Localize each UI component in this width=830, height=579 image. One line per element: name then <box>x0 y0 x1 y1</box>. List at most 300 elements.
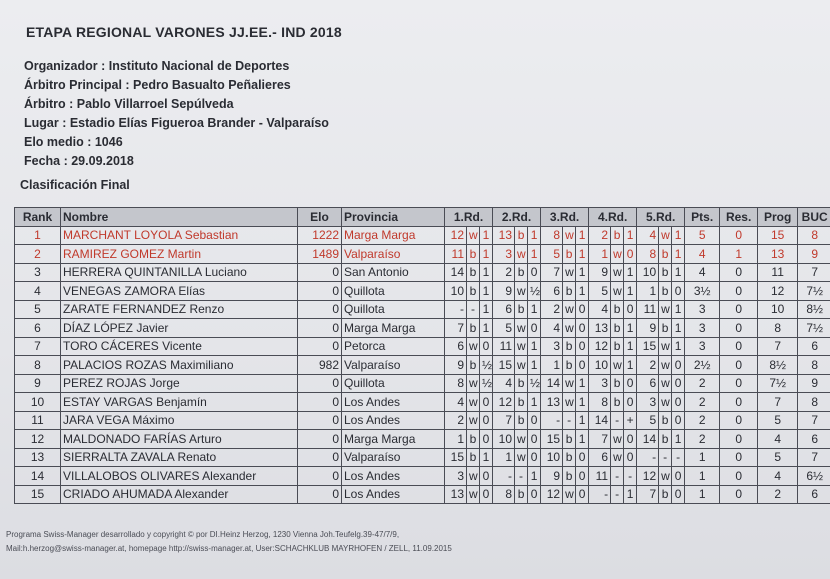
elo-cell: 0 <box>298 393 342 412</box>
section-heading: Clasificación Final <box>20 178 130 192</box>
round-result-cell: 1 <box>576 263 589 282</box>
round-result-cell: 1 <box>624 226 637 245</box>
round-result-cell: 0 <box>480 393 493 412</box>
player-name-cell: DÍAZ LÓPEZ Javier <box>61 319 298 338</box>
round-opponent-cell: 5 <box>541 245 563 264</box>
elo-cell: 0 <box>298 300 342 319</box>
round-color-cell: w <box>659 356 672 375</box>
round-color-cell: w <box>659 300 672 319</box>
elo-cell: 0 <box>298 448 342 467</box>
buchholz-cell: 7 <box>798 263 830 282</box>
player-name-cell: HERRERA QUINTANILLA Luciano <box>61 263 298 282</box>
round-result-cell: + <box>624 411 637 430</box>
table-row <box>15 411 830 430</box>
progress-cell: 2 <box>758 485 798 504</box>
province-cell: Marga Marga <box>342 319 445 338</box>
result-cell: 0 <box>720 485 758 504</box>
round-opponent-cell: 7 <box>637 485 659 504</box>
round-color-cell: w <box>563 374 576 393</box>
round-color-cell: b <box>563 356 576 375</box>
round-result-cell: 1 <box>528 300 541 319</box>
points-cell: 2 <box>685 430 720 449</box>
result-cell: 1 <box>720 245 758 264</box>
rank-cell: 7 <box>15 337 61 356</box>
round-color-cell: b <box>563 337 576 356</box>
result-cell: 0 <box>720 300 758 319</box>
round-result-cell: 0 <box>480 485 493 504</box>
round-color-cell: w <box>467 411 480 430</box>
points-cell: 4 <box>685 263 720 282</box>
round-result-cell: 1 <box>624 282 637 301</box>
round-color-cell: w <box>467 226 480 245</box>
round-result-cell: 1 <box>624 263 637 282</box>
col-round-2: 2.Rd. <box>493 208 541 227</box>
round-result-cell: ½ <box>528 374 541 393</box>
result-cell: 0 <box>720 319 758 338</box>
round-opponent-cell: 4 <box>445 393 467 412</box>
round-color-cell: w <box>611 282 624 301</box>
round-result-cell: 1 <box>672 245 685 264</box>
round-color-cell: w <box>563 263 576 282</box>
province-cell: Petorca <box>342 337 445 356</box>
round-result-cell: 1 <box>528 467 541 486</box>
round-opponent-cell: 1 <box>493 448 515 467</box>
buchholz-cell: 6 <box>798 337 830 356</box>
result-cell: 0 <box>720 448 758 467</box>
round-color-cell: w <box>563 393 576 412</box>
round-opponent-cell: 9 <box>445 356 467 375</box>
progress-cell: 13 <box>758 245 798 264</box>
points-cell: 1 <box>685 467 720 486</box>
round-result-cell: 0 <box>624 374 637 393</box>
rank-cell: 11 <box>15 411 61 430</box>
round-result-cell: 0 <box>624 245 637 264</box>
round-opponent-cell: 14 <box>541 374 563 393</box>
round-result-cell: 1 <box>480 448 493 467</box>
province-cell: Valparaíso <box>342 356 445 375</box>
round-result-cell: 1 <box>528 245 541 264</box>
elo-cell: 0 <box>298 485 342 504</box>
round-result-cell: 0 <box>528 430 541 449</box>
round-opponent-cell: 8 <box>589 393 611 412</box>
round-opponent-cell: 4 <box>637 226 659 245</box>
round-opponent-cell: 2 <box>445 411 467 430</box>
footer-credits <box>6 528 452 556</box>
round-result-cell: 0 <box>672 393 685 412</box>
buchholz-cell: 6½ <box>798 467 830 486</box>
round-opponent-cell: 13 <box>445 485 467 504</box>
round-color-cell: b <box>515 300 528 319</box>
round-color-cell: b <box>467 263 480 282</box>
round-opponent-cell: 9 <box>493 282 515 301</box>
province-cell: Quillota <box>342 300 445 319</box>
round-color-cell: w <box>563 319 576 338</box>
round-result-cell: 0 <box>624 393 637 412</box>
round-opponent-cell: 4 <box>541 319 563 338</box>
round-result-cell: 1 <box>672 300 685 319</box>
progress-cell: 7½ <box>758 374 798 393</box>
round-result-cell: 1 <box>528 337 541 356</box>
rank-cell: 5 <box>15 300 61 319</box>
round-color-cell: b <box>563 282 576 301</box>
round-result-cell: 0 <box>624 448 637 467</box>
round-opponent-cell: 12 <box>589 337 611 356</box>
round-color-cell: b <box>611 337 624 356</box>
round-result-cell: 1 <box>576 393 589 412</box>
round-result-cell: 0 <box>528 263 541 282</box>
result-cell: 0 <box>720 337 758 356</box>
buchholz-cell: 8 <box>798 356 830 375</box>
points-cell: 3 <box>685 319 720 338</box>
round-color-cell: b <box>611 226 624 245</box>
table-row <box>15 448 830 467</box>
player-name-cell: SIERRALTA ZAVALA Renato <box>61 448 298 467</box>
round-opponent-cell: 7 <box>541 263 563 282</box>
round-result-cell: 0 <box>480 430 493 449</box>
points-cell: 1 <box>685 448 720 467</box>
round-color-cell: w <box>467 374 480 393</box>
round-result-cell: 1 <box>480 245 493 264</box>
round-color-cell: b <box>563 245 576 264</box>
round-opponent-cell: 7 <box>589 430 611 449</box>
round-color-cell: - <box>515 467 528 486</box>
round-opponent-cell: 11 <box>637 300 659 319</box>
buchholz-cell: 9 <box>798 374 830 393</box>
buchholz-cell: 8½ <box>798 300 830 319</box>
round-color-cell: b <box>659 430 672 449</box>
col-elo: Elo <box>298 208 342 227</box>
round-result-cell: 1 <box>576 245 589 264</box>
progress-cell: 4 <box>758 467 798 486</box>
round-opponent-cell: 10 <box>445 282 467 301</box>
round-color-cell: w <box>515 430 528 449</box>
col-buchholz: BUC <box>798 208 830 227</box>
table-row <box>15 300 830 319</box>
round-color-cell: w <box>515 245 528 264</box>
round-color-cell: - <box>467 300 480 319</box>
points-cell: 1 <box>685 485 720 504</box>
rank-cell: 10 <box>15 393 61 412</box>
round-opponent-cell: 5 <box>493 319 515 338</box>
round-result-cell: 1 <box>480 263 493 282</box>
buchholz-cell: 8 <box>798 226 830 245</box>
round-color-cell: b <box>515 263 528 282</box>
progress-cell: 15 <box>758 226 798 245</box>
col-result: Res. <box>720 208 758 227</box>
round-opponent-cell: 6 <box>541 282 563 301</box>
round-result-cell: 0 <box>576 467 589 486</box>
round-result-cell: 0 <box>672 467 685 486</box>
col-round-5: 5.Rd. <box>637 208 685 227</box>
info-chief-arbiter: Árbitro Principal : Pedro Basualto Peñalieres <box>24 78 291 92</box>
round-color-cell: w <box>611 356 624 375</box>
round-result-cell: 0 <box>624 300 637 319</box>
progress-cell: 5 <box>758 411 798 430</box>
col-progress: Prog <box>758 208 798 227</box>
round-opponent-cell: 10 <box>589 356 611 375</box>
col-points: Pts. <box>685 208 720 227</box>
round-opponent-cell: 15 <box>493 356 515 375</box>
round-opponent-cell: 6 <box>637 374 659 393</box>
round-color-cell: b <box>659 282 672 301</box>
progress-cell: 5 <box>758 448 798 467</box>
rank-cell: 8 <box>15 356 61 375</box>
buchholz-cell: 7½ <box>798 282 830 301</box>
round-color-cell: - <box>611 411 624 430</box>
player-name-cell: ESTAY VARGAS Benjamín <box>61 393 298 412</box>
round-opponent-cell: - <box>541 411 563 430</box>
player-name-cell: VILLALOBOS OLIVARES Alexander <box>61 467 298 486</box>
round-color-cell: b <box>515 485 528 504</box>
round-opponent-cell: 12 <box>493 393 515 412</box>
round-result-cell: 0 <box>528 411 541 430</box>
round-opponent-cell: 2 <box>589 226 611 245</box>
progress-cell: 12 <box>758 282 798 301</box>
col-round-3: 3.Rd. <box>541 208 589 227</box>
round-opponent-cell: 8 <box>541 226 563 245</box>
round-result-cell: 1 <box>528 393 541 412</box>
round-color-cell: b <box>467 319 480 338</box>
round-opponent-cell: 6 <box>445 337 467 356</box>
round-result-cell: - <box>624 467 637 486</box>
round-result-cell: 0 <box>480 337 493 356</box>
round-color-cell: w <box>515 282 528 301</box>
round-result-cell: 0 <box>528 485 541 504</box>
elo-cell: 0 <box>298 430 342 449</box>
round-opponent-cell: 14 <box>589 411 611 430</box>
round-color-cell: b <box>515 226 528 245</box>
result-cell: 0 <box>720 374 758 393</box>
round-color-cell: b <box>659 485 672 504</box>
rank-cell: 15 <box>15 485 61 504</box>
points-cell: 4 <box>685 245 720 264</box>
footer-line-1: Programa Swiss-Manager desarrollado y copyright © por DI.Heinz Herzog, 1230 Vienna Joh.Teufelg.39-47/7/9, <box>6 530 400 539</box>
round-opponent-cell: 12 <box>637 467 659 486</box>
round-opponent-cell: 9 <box>541 467 563 486</box>
player-name-cell: MARCHANT LOYOLA Sebastian <box>61 226 298 245</box>
player-name-cell: TORO CÁCERES Vicente <box>61 337 298 356</box>
table-row <box>15 282 830 301</box>
round-result-cell: 1 <box>624 485 637 504</box>
round-result-cell: ½ <box>528 282 541 301</box>
table-row <box>15 226 830 245</box>
round-color-cell: b <box>659 263 672 282</box>
round-color-cell: w <box>659 393 672 412</box>
round-result-cell: 1 <box>480 282 493 301</box>
info-venue: Lugar : Estadio Elías Figueroa Brander - Valparaíso <box>24 116 329 130</box>
round-opponent-cell: 11 <box>445 245 467 264</box>
round-color-cell: w <box>659 374 672 393</box>
round-opponent-cell: 13 <box>493 226 515 245</box>
rank-cell: 13 <box>15 448 61 467</box>
round-opponent-cell: 14 <box>445 263 467 282</box>
elo-cell: 1489 <box>298 245 342 264</box>
elo-cell: 1222 <box>298 226 342 245</box>
round-result-cell: 0 <box>576 319 589 338</box>
round-color-cell: w <box>467 467 480 486</box>
round-color-cell: w <box>611 430 624 449</box>
round-result-cell: 0 <box>480 467 493 486</box>
tournament-info <box>24 57 329 171</box>
round-opponent-cell: 4 <box>589 300 611 319</box>
round-opponent-cell: 2 <box>493 263 515 282</box>
table-row <box>15 356 830 375</box>
round-opponent-cell: 9 <box>637 319 659 338</box>
round-color-cell: w <box>611 263 624 282</box>
progress-cell: 11 <box>758 263 798 282</box>
result-cell: 0 <box>720 226 758 245</box>
round-color-cell: b <box>611 393 624 412</box>
round-result-cell: 1 <box>672 226 685 245</box>
buchholz-cell: 6 <box>798 430 830 449</box>
round-opponent-cell: 15 <box>445 448 467 467</box>
round-color-cell: - <box>611 467 624 486</box>
round-result-cell: 0 <box>672 356 685 375</box>
result-cell: 0 <box>720 393 758 412</box>
round-color-cell: b <box>563 467 576 486</box>
round-color-cell: b <box>515 411 528 430</box>
round-result-cell: 0 <box>480 411 493 430</box>
round-result-cell: 0 <box>528 319 541 338</box>
standings-table <box>14 207 830 504</box>
round-opponent-cell: - <box>493 467 515 486</box>
progress-cell: 7 <box>758 337 798 356</box>
round-opponent-cell: 12 <box>445 226 467 245</box>
footer-line-2: Mail:h.herzog@swiss-manager.at, homepage http://swiss-manager.at, User:SCHACHKLUB MAYRHOFEN / ZELL, 11.09.2015 <box>6 544 452 553</box>
round-color-cell: b <box>563 448 576 467</box>
round-result-cell: 0 <box>576 485 589 504</box>
rank-cell: 14 <box>15 467 61 486</box>
round-result-cell: 1 <box>576 411 589 430</box>
round-opponent-cell: 3 <box>445 467 467 486</box>
round-opponent-cell: 13 <box>589 319 611 338</box>
player-name-cell: MALDONADO FARÍAS Arturo <box>61 430 298 449</box>
round-opponent-cell: 8 <box>445 374 467 393</box>
round-result-cell: 0 <box>672 485 685 504</box>
table-header-row <box>15 208 830 227</box>
buchholz-cell: 7 <box>798 411 830 430</box>
rank-cell: 1 <box>15 226 61 245</box>
round-opponent-cell: 10 <box>637 263 659 282</box>
round-result-cell: 1 <box>672 430 685 449</box>
document-title: ETAPA REGIONAL VARONES JJ.EE.- IND 2018 <box>26 24 342 40</box>
round-opponent-cell: 5 <box>637 411 659 430</box>
province-cell: Marga Marga <box>342 226 445 245</box>
round-result-cell: 1 <box>528 356 541 375</box>
round-result-cell: - <box>672 448 685 467</box>
province-cell: San Antonio <box>342 263 445 282</box>
round-color-cell: w <box>659 226 672 245</box>
round-color-cell: w <box>563 226 576 245</box>
buchholz-cell: 7½ <box>798 319 830 338</box>
round-opponent-cell: 7 <box>493 411 515 430</box>
round-color-cell: - <box>611 485 624 504</box>
round-color-cell: w <box>659 337 672 356</box>
result-cell: 0 <box>720 356 758 375</box>
table-row <box>15 319 830 338</box>
player-name-cell: ZARATE FERNANDEZ Renzo <box>61 300 298 319</box>
round-opponent-cell: 10 <box>541 448 563 467</box>
round-result-cell: 1 <box>528 226 541 245</box>
round-result-cell: 1 <box>624 337 637 356</box>
elo-cell: 0 <box>298 411 342 430</box>
round-color-cell: b <box>467 448 480 467</box>
col-round-1: 1.Rd. <box>445 208 493 227</box>
round-color-cell: w <box>611 448 624 467</box>
round-opponent-cell: 15 <box>637 337 659 356</box>
round-result-cell: ½ <box>480 374 493 393</box>
round-result-cell: 1 <box>480 226 493 245</box>
round-color-cell: b <box>563 430 576 449</box>
buchholz-cell: 6 <box>798 485 830 504</box>
round-result-cell: 0 <box>672 374 685 393</box>
buchholz-cell: 7 <box>798 448 830 467</box>
progress-cell: 8½ <box>758 356 798 375</box>
province-cell: Valparaíso <box>342 245 445 264</box>
player-name-cell: CRIADO AHUMADA Alexander <box>61 485 298 504</box>
col-province: Provincia <box>342 208 445 227</box>
round-opponent-cell: 3 <box>589 374 611 393</box>
table-row <box>15 393 830 412</box>
result-cell: 0 <box>720 430 758 449</box>
round-opponent-cell: 2 <box>541 300 563 319</box>
round-result-cell: 1 <box>576 282 589 301</box>
player-name-cell: JARA VEGA Máximo <box>61 411 298 430</box>
result-cell: 0 <box>720 282 758 301</box>
rank-cell: 12 <box>15 430 61 449</box>
round-color-cell: w <box>515 356 528 375</box>
round-opponent-cell: 13 <box>541 393 563 412</box>
round-color-cell: w <box>467 485 480 504</box>
province-cell: Valparaíso <box>342 448 445 467</box>
round-color-cell: w <box>515 448 528 467</box>
standings-body <box>15 226 830 504</box>
round-result-cell: 0 <box>576 448 589 467</box>
progress-cell: 10 <box>758 300 798 319</box>
province-cell: Quillota <box>342 282 445 301</box>
table-row <box>15 430 830 449</box>
table-row <box>15 485 830 504</box>
round-color-cell: - <box>563 411 576 430</box>
rank-cell: 4 <box>15 282 61 301</box>
round-color-cell: w <box>515 337 528 356</box>
player-name-cell: VENEGAS ZAMORA Elías <box>61 282 298 301</box>
result-cell: 0 <box>720 467 758 486</box>
round-result-cell: 0 <box>624 430 637 449</box>
province-cell: Los Andes <box>342 485 445 504</box>
round-opponent-cell: - <box>445 300 467 319</box>
round-opponent-cell: 5 <box>589 282 611 301</box>
info-date: Fecha : 29.09.2018 <box>24 154 134 168</box>
elo-cell: 0 <box>298 282 342 301</box>
player-name-cell: RAMIREZ GOMEZ Martin <box>61 245 298 264</box>
round-opponent-cell: 15 <box>541 430 563 449</box>
elo-cell: 0 <box>298 337 342 356</box>
province-cell: Quillota <box>342 374 445 393</box>
round-color-cell: w <box>515 319 528 338</box>
round-result-cell: 0 <box>528 448 541 467</box>
points-cell: 3 <box>685 300 720 319</box>
player-name-cell: PEREZ ROJAS Jorge <box>61 374 298 393</box>
round-result-cell: 1 <box>672 337 685 356</box>
elo-cell: 0 <box>298 263 342 282</box>
rank-cell: 6 <box>15 319 61 338</box>
elo-cell: 0 <box>298 319 342 338</box>
round-result-cell: 1 <box>624 319 637 338</box>
elo-cell: 0 <box>298 374 342 393</box>
round-opponent-cell: 4 <box>493 374 515 393</box>
round-opponent-cell: 1 <box>589 245 611 264</box>
